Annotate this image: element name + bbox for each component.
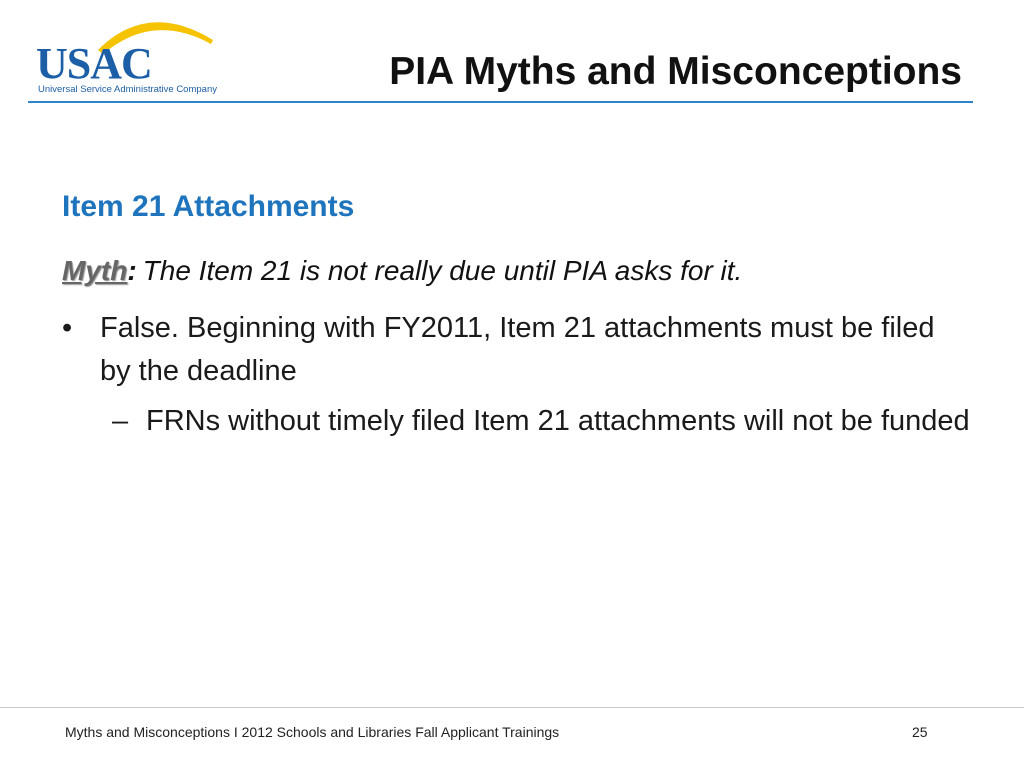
bullet-item <box>62 307 972 393</box>
footer-text: Myths and Misconceptions I 2012 Schools and Libraries Fall Applicant Trainings <box>65 724 560 740</box>
section-heading: Item 21 Attachments <box>62 190 355 223</box>
sub-bullet-text: FRNs without timely filed Item 21 attachments will not be funded <box>146 405 970 437</box>
usac-logo <box>28 10 228 95</box>
sub-bullet-item <box>112 400 972 443</box>
sub-bullet-marker: – <box>112 405 129 437</box>
title-divider <box>28 101 973 103</box>
slide-title: PIA Myths and Misconceptions <box>389 50 962 93</box>
myth-statement-line <box>62 255 742 287</box>
footer-divider <box>0 707 1024 708</box>
myth-label: Myth <box>62 255 128 286</box>
logo-tagline: Universal Service Administrative Company <box>38 84 217 95</box>
myth-statement: The Item 21 is not really due until PIA asks for it. <box>142 255 743 286</box>
bullet-text: False. Beginning with FY2011, Item 21 attachments must be filed by the deadline <box>100 312 935 387</box>
logo-wordmark: USAC <box>36 39 152 88</box>
page-number: 25 <box>912 724 928 740</box>
bullet-marker: • <box>62 312 73 344</box>
myth-colon: : <box>127 255 137 286</box>
